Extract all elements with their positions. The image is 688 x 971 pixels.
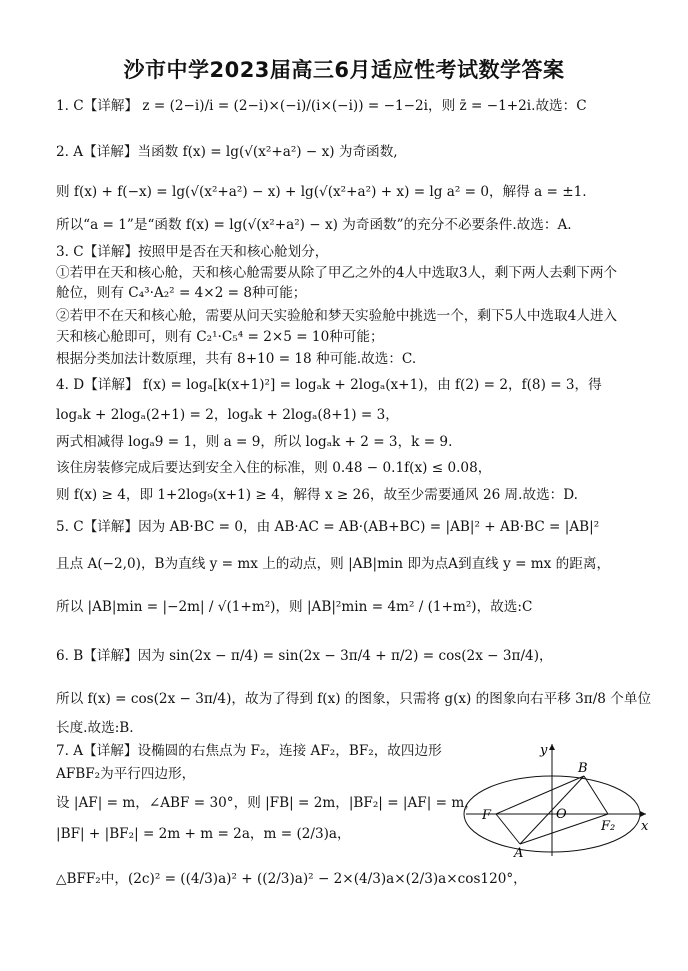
label-A: A: [514, 846, 524, 860]
ellipse-diagram: [456, 740, 656, 860]
answer-line-7: 舱位，则有 C₄³·A₂² = 4×2 = 8种可能；: [56, 285, 307, 301]
page-title: 沙市中学2023届高三6月适应性考试数学答案: [123, 58, 565, 82]
answer-line-5: 3. C【详解】按照甲是否在天和核心舱划分，: [56, 244, 329, 260]
answer-line-26: △BFF₂中，(2c)² = ((4/3)a)² + ((2/3)a)² − 2×(4/3)a×(2/3)a×cos120°，: [56, 871, 527, 887]
label-x: x: [641, 819, 649, 834]
answer-line-12: logₐk + 2logₐ(2+1) = 2，logₐk + 2logₐ(8+1) = 3，: [56, 407, 399, 423]
answer-line-6: ①若甲在天和核心舱，天和核心舱需要从除了甲乙之外的4人中选取3人，剩下两人去剩下两个: [56, 265, 618, 281]
answer-line-23: AFBF₂为平行四边形，: [56, 766, 196, 782]
answer-line-10: 根据分类加法计数原理，共有 8+10 = 18 种可能.故选：C.: [56, 351, 417, 367]
answer-line-21: 长度.故选:B.: [56, 720, 134, 736]
answer-line-24: 设 |AF| = m，∠ABF = 30°，则 |FB| = 2m，|BF₂| = |AF| = m，: [56, 795, 478, 811]
answer-line-11: 4. D【详解】 f(x) = logₐ[k(x+1)²] = logₐk + 2logₐ(x+1)，由 f(2) = 2，f(8) = 3，得: [56, 377, 602, 393]
answer-line-15: 则 f(x) ≥ 4，即 1+2log₉(x+1) ≥ 4，解得 x ≥ 26，故至少需要通风 26 周.故选：D.: [56, 487, 578, 503]
answer-line-16: 5. C【详解】因为 AB·BC = 0，由 AB·AC = AB·(AB+BC) = |AB|² + AB·BC = |AB|²: [56, 519, 600, 535]
label-y: y: [540, 743, 548, 758]
answer-line-22: 7. A【详解】设椭圆的右焦点为 F₂，连接 AF₂，BF₂，故四边形: [56, 743, 442, 759]
label-O: O: [556, 807, 567, 822]
label-F2: F₂: [601, 819, 616, 834]
answer-line-19: 6. B【详解】因为 sin(2x − π/4) = sin(2x − 3π/4 + π/2) = cos(2x − 3π/4)，: [56, 648, 553, 664]
answer-line-9: 天和核心舱即可，则有 C₂¹·C₅⁴ = 2×5 = 10种可能；: [56, 329, 384, 345]
label-B: B: [578, 761, 588, 776]
answer-line-25: |BF| + |BF₂| = 2m + m = 2a，m = (2/3)a，: [56, 826, 351, 842]
answer-line-17: 且点 A(−2,0)，B为直线 y = mx 上的动点，则 |AB|min 即为点A到直线 y = mx 的距离，: [56, 556, 611, 572]
answer-line-3: 则 f(x) + f(−x) = lg(√(x²+a²) − x) + lg(√(x²+a²) + x) = lg a² = 0，解得 a = ±1.: [56, 184, 587, 200]
segment-FB: [496, 776, 584, 814]
segment-BF2: [584, 776, 608, 814]
y-axis-arrow: [549, 744, 555, 750]
answer-line-14: 该住房装修完成后要达到安全入住的标准，则 0.48 − 0.1f(x) ≤ 0.08，: [56, 460, 492, 476]
answer-line-4: 所以“a = 1”是“函数 f(x) = lg(√(x²+a²) − x) 为奇函数”的充分不必要条件.故选：A.: [56, 217, 572, 233]
answer-line-18: 所以 |AB|min = |−2m| / √(1+m²)，则 |AB|²min = 4m² / (1+m²)，故选:C: [56, 599, 533, 615]
segment-AF: [496, 814, 520, 844]
answer-line-1: 1. C【详解】 z = (2−i)/i = (2−i)×(−i)/(i×(−i)) = −1−2i，则 z̄ = −1+2i.故选：C: [56, 98, 587, 114]
answer-line-8: ②若甲不在天和核心舱，需要从问天实验舱和梦天实验舱中挑选一个，剩下5人中选取4人进入: [56, 308, 618, 324]
answer-line-20: 所以 f(x) = cos(2x − 3π/4)，故为了得到 f(x) 的图象，只需将 g(x) 的图象向右平移 3π/8 个单位: [56, 691, 652, 707]
x-axis-arrow: [640, 811, 646, 817]
label-F: F: [482, 808, 492, 823]
answer-line-13: 两式相减得 logₐ9 = 1，则 a = 9，所以 logₐk + 2 = 3，k = 9.: [56, 434, 453, 450]
answer-line-2: 2. A【详解】当函数 f(x) = lg(√(x²+a²) − x) 为奇函数,: [56, 144, 398, 160]
